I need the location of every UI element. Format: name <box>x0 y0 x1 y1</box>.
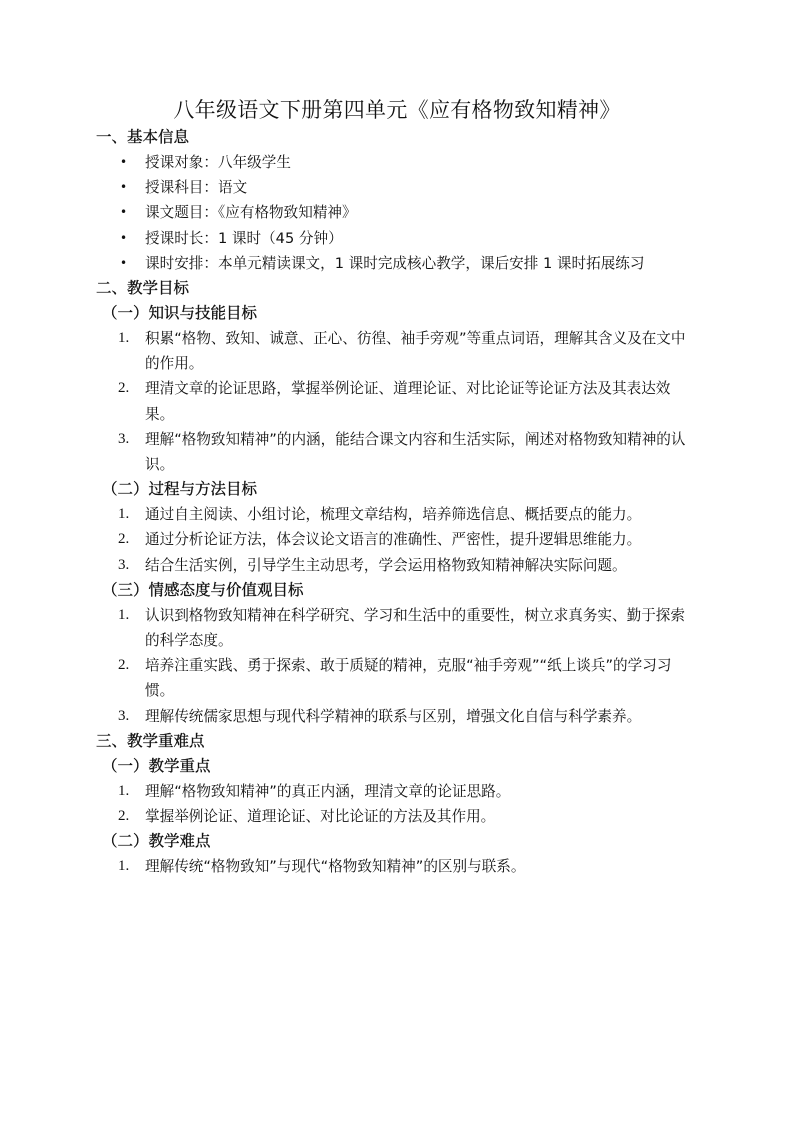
section-basic-info <box>96 125 706 276</box>
list-number: 1. <box>118 782 130 799</box>
list-item: • 授课时长：1 课时（45 分钟） <box>96 226 706 251</box>
subsection-heading: （一）教学重点 <box>102 756 211 775</box>
numbered-list <box>96 326 706 477</box>
list-number: 1. <box>118 506 130 523</box>
subsection-heading: （三）情感态度与价值观目标 <box>102 580 304 599</box>
list-item: • 授课科目：语文 <box>96 175 706 200</box>
list-item: 1. 理解“格物致知精神”的真正内涵，理清文章的论证思路。 <box>96 779 706 804</box>
list-item: 3. 理解传统儒家思想与现代科学精神的联系与区别，增强文化自信与科学素养。 <box>96 704 706 729</box>
list-item: 3. 理解“格物致知精神”的内涵，能结合课文内容和生活实际，阐述对格物致知精神的认识。 <box>96 427 706 477</box>
section-heading: 一、基本信息 <box>96 128 190 146</box>
list-item: • 课文题目：《应有格物致知精神》 <box>96 200 706 225</box>
list-number: 2. <box>118 808 130 825</box>
list-number: 2. <box>118 380 130 397</box>
list-item: • 授课对象：八年级学生 <box>96 150 706 175</box>
list-number: 2. <box>118 531 130 548</box>
numbered-list <box>96 779 706 829</box>
numbered-list <box>96 502 706 578</box>
list-item: 3. 结合生活实例，引导学生主动思考，学会运用格物致知精神解决实际问题。 <box>96 553 706 578</box>
list-item: 2. 掌握举例论证、道理论证、对比论证的方法及其作用。 <box>96 804 706 829</box>
section-teaching-objectives <box>96 276 706 729</box>
bullet-list <box>96 150 706 276</box>
numbered-list <box>96 603 706 729</box>
list-item: 1. 认识到格物致知精神在科学研究、学习和生活中的重要性，树立求真务实、勤于探索的科学态度。 <box>96 603 706 653</box>
bullet-icon: • <box>120 255 128 270</box>
list-number: 1. <box>118 858 130 875</box>
list-number: 3. <box>118 556 130 573</box>
bullet-icon: • <box>120 155 128 169</box>
section-key-difficult-points <box>96 729 706 880</box>
subsection-heading: （二）过程与方法目标 <box>102 480 258 499</box>
list-number: 1. <box>118 606 130 623</box>
section-heading: 三、教学重难点 <box>96 731 205 750</box>
list-item: 1. 积累“格物、致知、诚意、正心、彷徨、袖手旁观”等重点词语，理解其含义及在文中的作用。 <box>96 326 706 376</box>
subsection-heading: （二）教学难点 <box>102 832 211 851</box>
bullet-icon: • <box>120 180 128 195</box>
list-item: 2. 培养注重实践、勇于探索、敢于质疑的精神，克服“袖手旁观”“纸上谈兵”的学习习惯。 <box>96 653 706 703</box>
bullet-icon: • <box>120 205 128 220</box>
subsection-heading: （一）知识与技能目标 <box>102 304 258 323</box>
list-item: 2. 理清文章的论证思路，掌握举例论证、道理论证、对比论证等论证方法及其表达效果。 <box>96 376 706 426</box>
list-number: 3. <box>118 707 130 724</box>
bullet-icon: • <box>120 230 128 245</box>
list-item: 1. 理解传统“格物致知”与现代“格物致知精神”的区别与联系。 <box>96 854 706 879</box>
list-number: 1. <box>118 330 130 347</box>
document-body <box>96 125 706 879</box>
numbered-list <box>96 854 706 879</box>
document-title: 八年级语文下册第四单元《应有格物致知精神》 <box>173 98 621 122</box>
section-heading: 二、教学目标 <box>96 279 190 298</box>
list-item: 1. 通过自主阅读、小组讨论，梳理文章结构，培养筛选信息、概括要点的能力。 <box>96 502 706 527</box>
list-item: • 课时安排：本单元精读课文，1 课时完成核心教学，课后安排 1 课时拓展练习 <box>96 251 706 276</box>
list-number: 3. <box>118 430 130 447</box>
list-item: 2. 通过分析论证方法，体会议论文语言的准确性、严密性，提升逻辑思维能力。 <box>96 527 706 552</box>
list-number: 2. <box>118 657 130 674</box>
